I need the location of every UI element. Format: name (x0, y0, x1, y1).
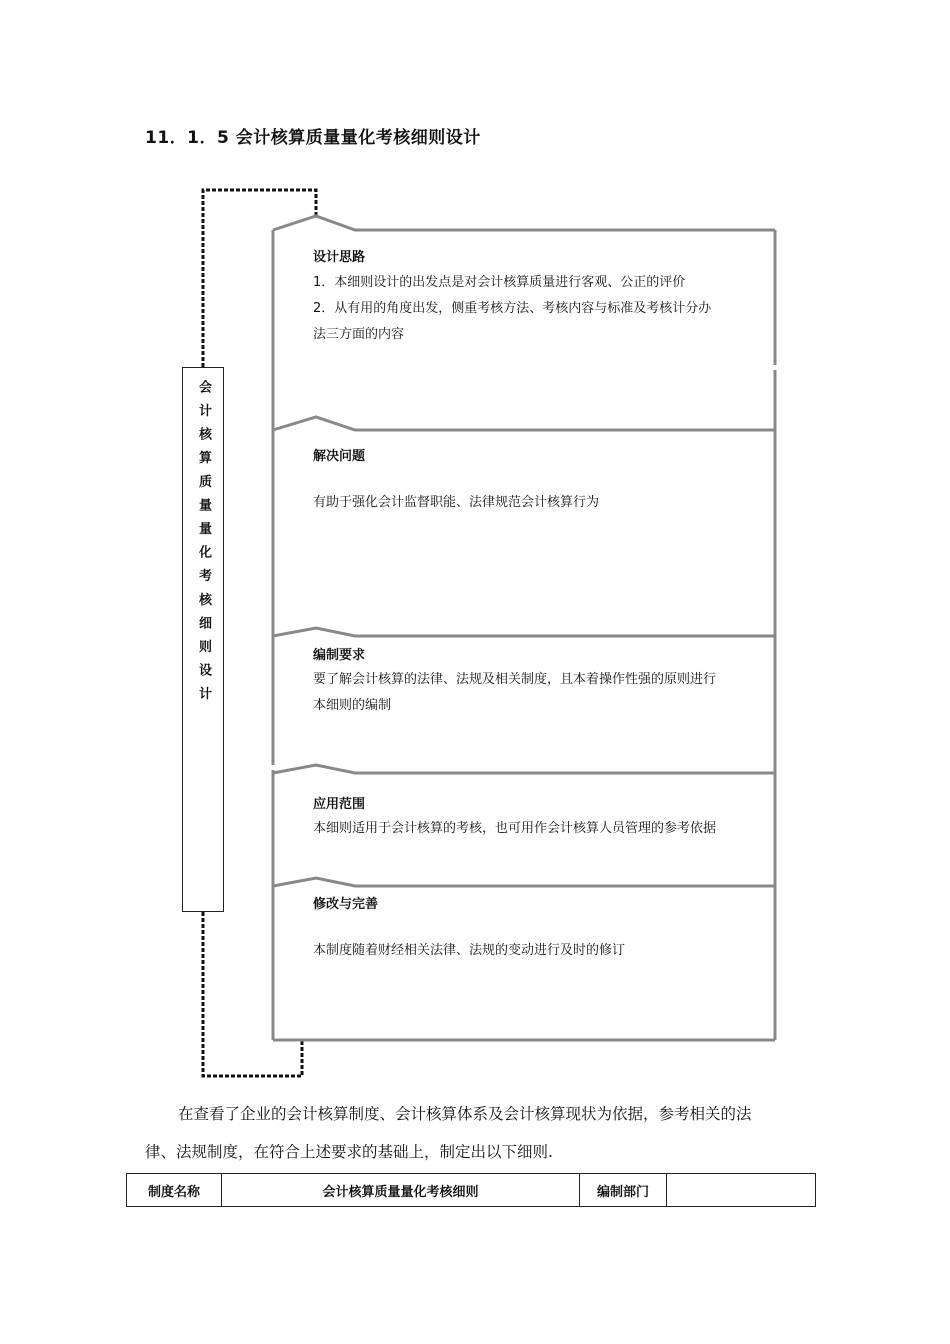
body-paragraph (145, 1095, 810, 1171)
section-compilation-requirements (313, 646, 771, 719)
section-4-top-edge (273, 765, 775, 773)
table-cell-label-name: 制度名称 (127, 1174, 222, 1207)
section-title: 解决问题 (313, 449, 366, 464)
dashed-bracket-top (203, 190, 316, 367)
section-line: 本制度随着财经相关法律、法规的变动进行及时的修订 (313, 943, 626, 958)
paragraph-line: 律、法规制度，在符合上述要求的基础上，制定出以下细则. (145, 1143, 553, 1161)
paragraph-line: 在查看了企业的会计核算制度、会计核算体系及会计核算现状为依据，参考相关的法 (178, 1105, 752, 1123)
section-line: 要了解会计核算的法律、法规及相关制度，且本着操作性强的原则进行 (313, 672, 717, 687)
section-revision (313, 895, 771, 964)
section-5-top-edge (273, 878, 775, 886)
section-line: 本细则适用于会计核算的考核，也可用作会计核算人员管理的参考依据 (313, 821, 717, 836)
section-3-top-edge (273, 628, 775, 636)
side-title-text: 会计核算质量量化考核细则设计 (196, 380, 211, 711)
section-line: 本细则的编制 (313, 698, 392, 713)
section-title: 修改与完善 (313, 897, 379, 912)
section-line: 有助于强化会计监督职能、法律规范会计核算行为 (313, 495, 600, 510)
section-title: 编制要求 (313, 648, 366, 663)
table-cell-label-dept: 编制部门 (580, 1174, 667, 1207)
table-cell-value-dept[interactable] (667, 1174, 816, 1207)
section-line: 2．从有用的角度出发，侧重考核方法、考核内容与标准及考核计分办 (313, 301, 712, 316)
section-scope-of-application (313, 795, 771, 842)
dashed-bracket-bottom (203, 912, 302, 1076)
section-heading: 11．1．5 会计核算质量量化考核细则设计 (145, 128, 481, 148)
side-title-box (182, 367, 224, 912)
section-line: 法三方面的内容 (313, 327, 405, 342)
table-row (127, 1174, 816, 1207)
section-line: 1．本细则设计的出发点是对会计核算质量进行客观、公正的评价 (313, 275, 686, 290)
section-title: 应用范围 (313, 797, 366, 812)
section-title: 设计思路 (313, 250, 366, 265)
section-2-top-edge (273, 417, 775, 430)
table-cell-value-name: 会计核算质量量化考核细则 (222, 1174, 580, 1207)
section-design-approach (313, 248, 771, 348)
section-1-top-edge (273, 216, 775, 230)
section-problems-solved (313, 447, 771, 516)
rule-info-table (126, 1173, 816, 1207)
